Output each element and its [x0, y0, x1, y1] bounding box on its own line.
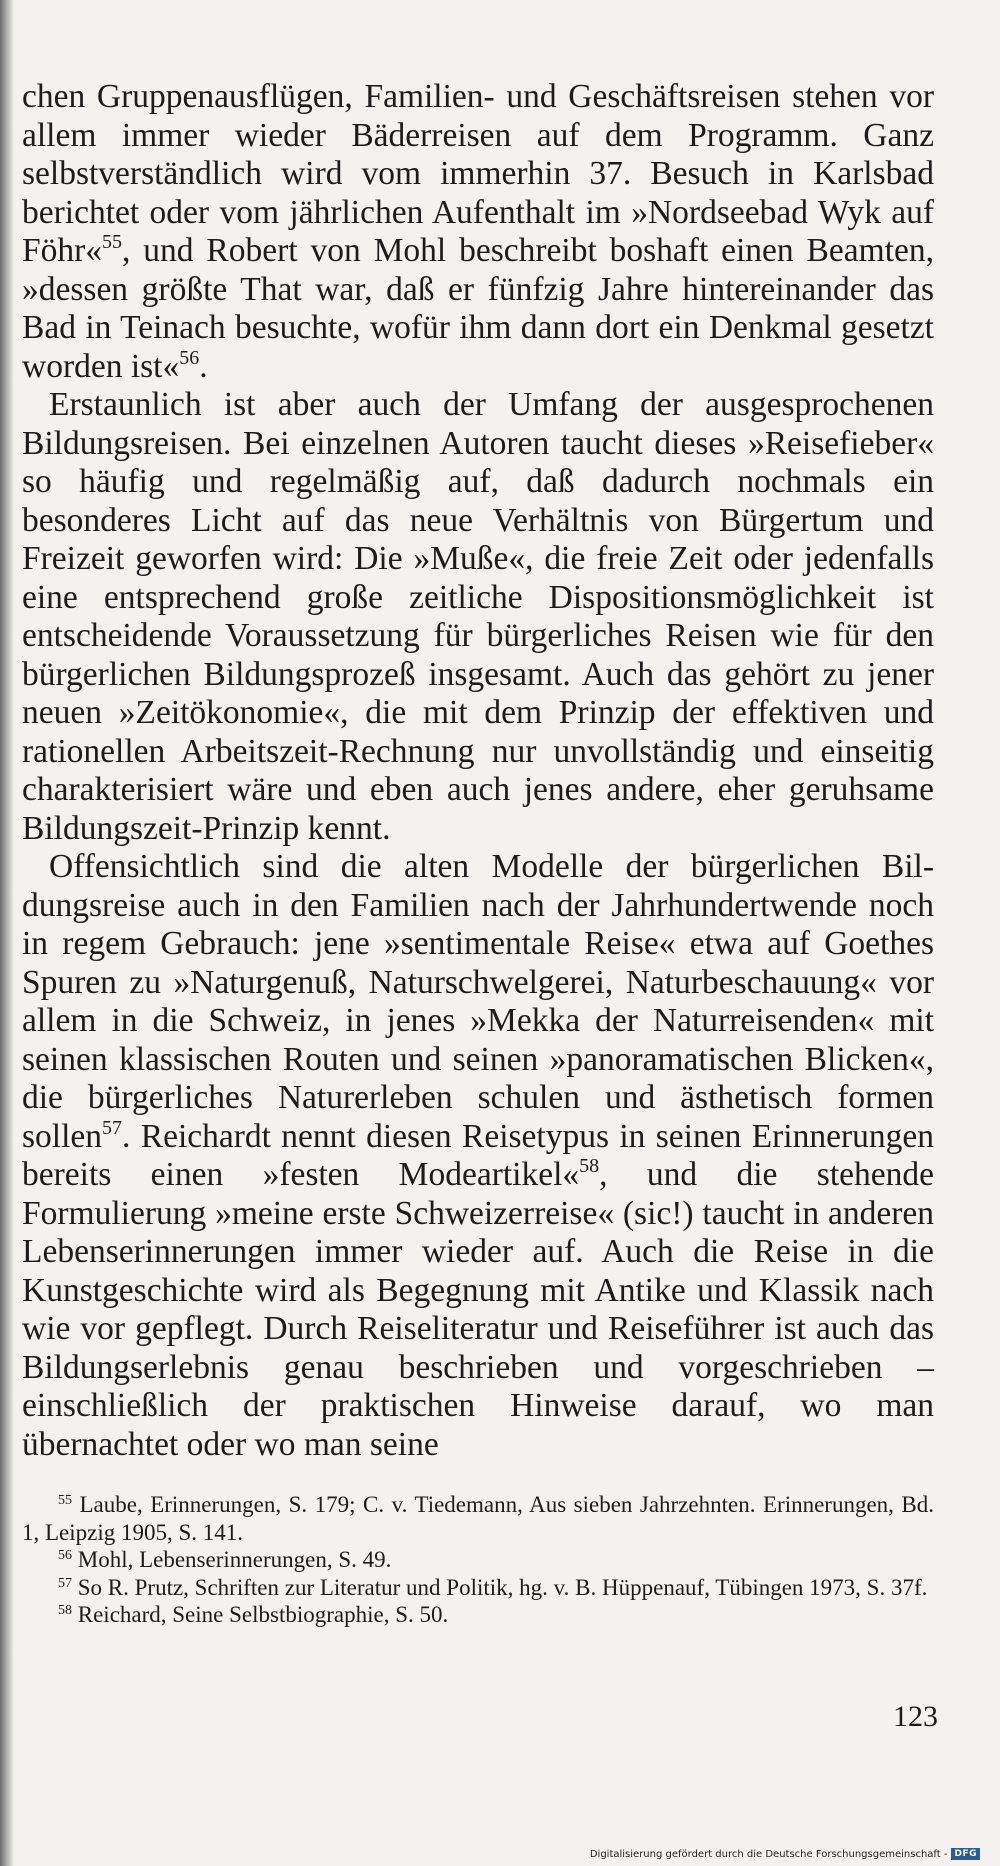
page-body	[22, 78, 934, 1464]
paragraph-1-text-a: chen Gruppenausflügen, Familien- und Geschäftsreisen stehen vor allem immer wieder Bäderreisen auf dem Programm. Ganz selbstverständlich wird vom immerhin 37. Besuch in Karlsbad berichtet oder vom jährlichen Aufenthalt im »Nordseebad Wyk auf Föhr«	[22, 78, 934, 269]
footnote-ref-57[interactable]: 57	[102, 1116, 123, 1139]
footnote-text: Reichard, Seine Selbstbiographie, S. 50.	[77, 1602, 449, 1627]
footnote-number: 56	[58, 1548, 72, 1563]
footnote-ref-58[interactable]: 58	[579, 1155, 600, 1177]
footnote-number: 57	[58, 1575, 72, 1591]
paragraph-2: Erstaunlich ist aber auch der Umfang der ausgesprochenen Bildungsreisen. Bei einzelnen Autoren taucht dieses »Reisefieber« so häufig und regelmäßig auf, daß dadurch nochmals ein besonderes Licht auf das neue Verhältnis von Bürgertum und Freizeit geworfen wird: Die »Muße«, die freie Zeit oder jedenfalls eine entsprechend große zeitliche Dispositionsmöglichkeit ist entscheidende Voraussetzung für bürgerliches Reisen wie für den bürgerlichen Bildungsprozeß insgesamt. Auch das gehört zu jener neuen »Zeitökonomie«, die mit dem Prinzip der effektiven und rationellen Arbeitszeit-Rechnung nur unvollständig und einseitig charakterisiert wäre und eben auch jenes andere, eher geruhsame Bildungszeit-Prinzip kennt.	[22, 386, 934, 847]
footnote-number: 55	[58, 1493, 72, 1508]
paragraph-1-text-c: .	[199, 347, 208, 385]
footnote-text: So R. Prutz, Schriften zur Literatur und Politik, hg. v. B. Hüppenauf, Tübingen 1973, S. 37f.	[77, 1574, 928, 1600]
paragraph-3-text-c: , und die stehende Formulierung »meine erste Schweizerreise« (sic!) taucht in anderen Lebenserinnerungen immer wieder auf. Auch die Reise in die Kunstgeschichte wird als Begegnung mit Antike und Klassik nach wie vor gepflegt. Durch Reiseliteratur und Reiseführer ist auch das Bildungserlebnis genau beschrieben und vorgeschrieben – einschließlich der praktischen Hinweise darauf, wo man übernachtet oder wo man seine	[22, 1156, 934, 1463]
footnote-text: Mohl, Lebenserinnerungen, S. 49.	[77, 1547, 392, 1572]
paragraph-3-text-b: . Reichardt nennt diesen Reisetypus in seinen Erinnerungen bereits einen »festen Modeartikel«	[22, 1117, 934, 1193]
paragraph-3	[22, 848, 934, 1464]
dfg-logo: DFG	[951, 1848, 980, 1860]
body-text	[22, 78, 934, 1464]
footnote-text: Laube, Erinnerungen, S. 179; C. v. Tiedemann, Aus sieben Jahrzehnten. Erinnerungen, Bd. 1, Leipzig 1905, S. 141.	[22, 1492, 934, 1545]
footnote-57	[22, 1574, 934, 1602]
footnote-number: 58	[58, 1603, 72, 1618]
digitization-credit	[590, 1848, 980, 1860]
paragraph-1-text-b: , und Robert von Mohl beschreibt boshaft einen Beamten, »dessen größte That war, daß er fünfzig Jahre hintereinander das Bad in Teinach besuchte, wofür ihm dann dort ein Denkmal gesetzt worden ist«	[22, 232, 934, 385]
footnote-ref-55[interactable]: 55	[102, 231, 123, 253]
footnote-55	[22, 1491, 934, 1546]
book-spine-shadow	[0, 0, 14, 1866]
footnotes	[22, 1491, 934, 1629]
footnote-56	[22, 1546, 934, 1574]
digitization-credit-text: Digitalisierung gefördert durch die Deutsche Forschungsgemeinschaft -	[589, 1848, 948, 1860]
paragraph-3-text-a: Offensichtlich sind die alten Modelle der bürgerlichen Bildungsreise auch in den Familien nach der Jahrhundertwende noch in regem Gebrauch: jene »sentimentale Reise« etwa auf Goethes Spuren zu »Naturgenuß, Naturschwelgerei, Naturbeschauung« vor allem in die Schweiz, in jenes »Mekka der Naturreisenden« mit seinen klassischen Routen und seinen »panoramatischen Blicken«, die bürgerliches Naturerleben schulen und ästhetisch formen sollen	[22, 848, 934, 1155]
footnote-58	[22, 1601, 934, 1629]
paragraph-1	[22, 78, 934, 386]
footnote-ref-56[interactable]: 56	[179, 346, 200, 369]
page-number: 123	[893, 1700, 938, 1733]
